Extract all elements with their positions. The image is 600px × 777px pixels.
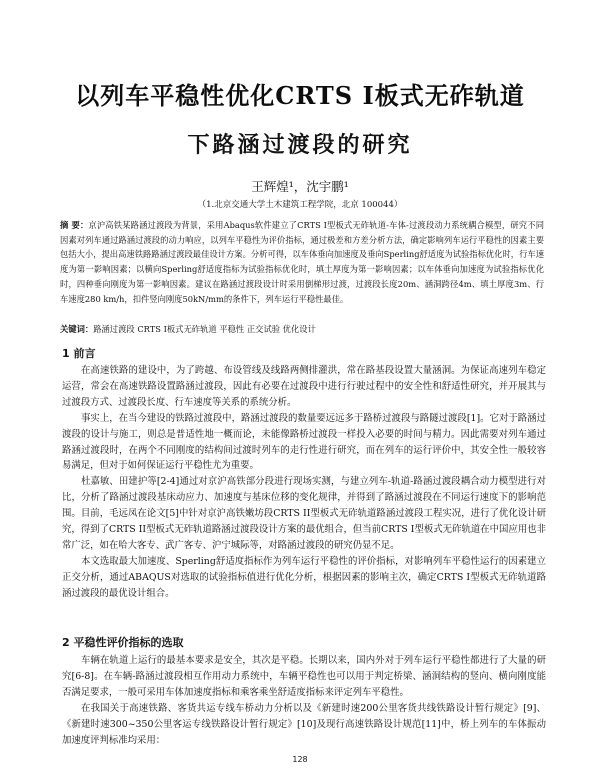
keywords [60, 322, 544, 336]
paragraph: 车辆在轨道上运行的最基本要求是安全，其次是平稳。长期以来，国内外对于列车运行平稳性都进行了大量的研究[6-8]。在车辆-路涵过渡段相互作用动力系统中，车辆平稳性也可以用于判定桥梁、涵洞结构的竖向、横向刚度能否满足要求，一般可采用车体加速度指标和乘客乘坐舒适度指标来评定列车平稳性。 [62, 655, 546, 698]
paragraph: 杜嘉敏、田建护等[2-4]通过对京沪高铁部分段进行现场实测，与建立列车-轨道-路涵过渡段耦合动力模型进行对比，分析了路涵过渡段基床动应力、加速度与基床位移的变化规律，并得到了路涵过渡段在不同运行速度下的影响范围。目前，毛远凤在论文[5]中针对京沪高铁嫩坊段CRTS II型板式无砟轨道路涵过渡段工程实况，进行了优化设计研究，得到了CRTS II型板式无砟轨道路涵过渡段设计方案的最优组合，但当前CRTS I型板式无砟轨道在中国应用也非常广泛，如在哈大客专、武广客专、沪宁城际等，对路涵过渡段的研究仍显不足。 [62, 476, 546, 551]
affiliation: （1.北京交通大学土木建筑工程学院，北京 100044） [197, 200, 403, 210]
paragraph: 事实上，在当今建设的铁路过渡段中，路涵过渡段的数量要远远多于路桥过渡段与路隧过渡段[1]。它对于路涵过渡段的设计与施工，则总是普适性地一概而论，未能像路桥过渡段一样投入必要的时间与精力。因此需要对列车通过路涵过渡段时，在两个不同刚度的结构间过渡时列车的走行性进行研究，而在列车的运行评价中，其安全性一般较容易满足，但对于如何保证运行平稳性尤为重要。 [62, 412, 546, 472]
keywords-text: 路涵过渡段 CRTS I板式无砟轨道 平稳性 正交试验 优化设计 [93, 324, 316, 334]
title-line-1: 以列车平稳性优化CRTS I板式无砟轨道 [75, 81, 525, 110]
abstract-text: 京沪高铁某路涵过渡段为背景，采用Abaqus软件建立了CRTS I型板式无砟轨道-车体-过渡段动力系统耦合模型，研究不同因素对列车通过路涵过渡段的动力响应，以列车平稳性为评价指标，通过极差和方差分析方法，确定影响列车运行平稳性的因素主要包括大小，提出高速铁路路涵过渡段最佳设计方案。分析可得，以车体垂向加速度及垂向Sperling舒适度为试验指标优化时，行车速度为第一影响因素；以横向Sperling舒适度指标为试验指标优化时，填土厚度为第一影响因素；以车体垂向加速度为试验指标优化时，四种垂向刚度为第一影响因素。建议在路涵过渡段设计时采用倒梯形过渡，过渡段长度20m、涵洞跨径4m、填土厚度3m、行车速度280 km/h，扣件竖向刚度50kN/mm的条件下，列车运行平稳性最佳。 [60, 220, 544, 304]
section-2-heading: 2 平稳性评价指标的选取 [62, 636, 184, 649]
paragraph: 在高速铁路的建设中，为了跨越、布设管线及线路两侧排灌洪，常在路基段设置大量涵洞。为保证高速列车稳定运营，常会在高速铁路设置路涵过渡段，因此有必要在过渡段中进行行驶过程中的安全性和舒适性研究，并开展其与过渡段方式、过渡段长度、行车速度等关系的系统分析。 [62, 365, 546, 408]
paragraph: 本文选取最大加速度、Sperling舒适度指标作为列车运行平稳性的评价指标，对影响列车平稳性运行的因素建立正交分析，通过ABAQUS对选取的试验指标值进行优化分析，根据因素的影响主次，确定CRTS I型板式无砟轨道路涵过渡段的最优设计组合。 [62, 555, 546, 599]
authors: 王辉煌¹，沈宇鹏¹ [251, 179, 349, 194]
page-number: 128 [292, 755, 308, 764]
title-line-2: 下路涵过渡段的研究 [187, 132, 413, 158]
section-1-body [62, 363, 546, 602]
paragraph: 在我国关于高速铁路、客货共运专线车桥动力分析以及《新建时速200公里客货共线铁路设计暂行规定》[9]、《新建时速300~350公里客运专线铁路设计暂行规定》[10]及现行高速铁路设计规范[11]中，桥上列车的车体振动加速度评判标准均采用： [62, 702, 546, 746]
section-2-body [62, 653, 546, 748]
abstract [60, 218, 544, 306]
section-1-heading: 1 前言 [62, 347, 96, 360]
keywords-label: 关键词： [60, 324, 94, 334]
abstract-label: 摘 要： [60, 220, 89, 230]
